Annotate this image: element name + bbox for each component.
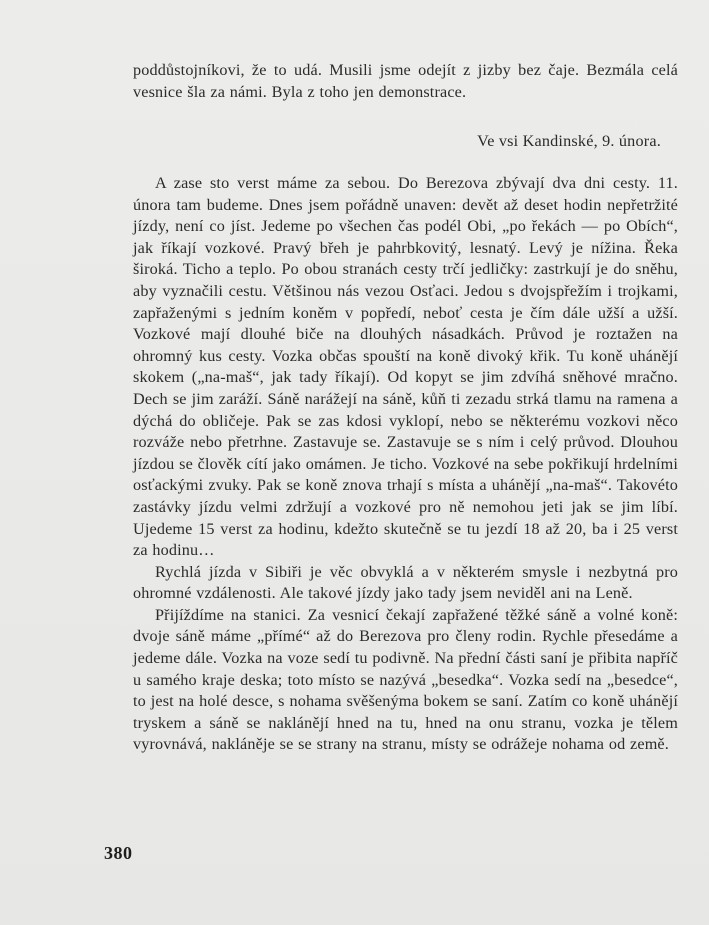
- paragraph: Přijíždíme na stanici. Za vesnicí čekají zapřažené těžké sáně a volné koně: dvoje sáně máme „přímé“ až do Berezova pro členy rodin. Rychle přesedáme a jedeme dále. Vozka na voze sedí tu podivně. Na přední části saní je přibita napříč u samého kraje deska; toto místo se nazývá „besedka“. Vozka sedí na „besedce“, to jest na holé desce, s nohama svěšenýma bokem se saní. Zatím co koně uhánějí tryskem a sáně se naklánějí hned na tu, hned na onu stranu, vozka je tělem vyrovnává, nakláněje se se strany na stranu, místy se odrážeje nohama od země.: [133, 605, 678, 754]
- page-number: 380: [104, 843, 133, 863]
- opening-paragraph: poddůstojníkovi, že to udá. Musili jsme odejít z jizby bez čaje. Bezmála celá vesnice šla za námi. Byla z toho jen demonstrace.: [133, 61, 678, 101]
- main-text: [133, 173, 678, 756]
- opening-paragraph-block: [133, 60, 678, 103]
- paragraph: Rychlá jízda v Sibiři je věc obvyklá a v některém smysle i nezbytná pro ohromné vzdálenosti. Ale takové jízdy jako tady jsem neviděl ani na Leně.: [133, 562, 678, 603]
- paragraph: A zase sto verst máme za sebou. Do Berezova zbývají dva dni cesty. 11. února tam budeme. Dnes jsem pořádně unaven: devět až deset hodin nepřetržité jízdy, není co jíst. Jedeme po všechen čas podél Obi, „po řekách — po Obích“, jak říkají vozkové. Pravý břeh je pahrbkovitý, lesnatý. Levý je nížina. Řeka široká. Ticho a teplo. Po obou stranách cesty trčí jedličky: zastrkují je do sněhu, aby vyznačili cestu. Většinou nás vezou Osťaci. Jedou s dvojspřežím i trojkami, zapřaženými s jedním koněm v popředí, neboť cesta je čím dále užší a užší. Vozkové mají dlouhé biče na dlouhých násadkách. Průvod je roztažen na ohromný kus cesty. Vozka občas spouští na koně divoký křik. Tu koně uhánějí skokem („na-maš“, jak tady říkají). Od kopyt se jim zdvíhá sněhové mračno. Dech se jim zaráží. Sáně narážejí na sáně, kůň ti zezadu strká tlamu na ramena a dýchá do obličeje. Pak se zas kdosi vyklopí, nebo se některému vozkovi něco rozváže nebo přetrhne. Zastavuje se. Zastavuje se s ním i celý průvod. Dlouhou jízdou se člověk cítí jako omámen. Je ticho. Vozkové na sebe pokřikují hrdelními osťackými zvuky. Pak se koně znova trhají s místa a uhánějí „na-maš“. Takovéto zastávky jízdu velmi zdržují a vozkové pro ně nemohou jeti jak se jim líbí. Ujedeme 15 verst za hodinu, kdežto skutečně se tu jezdí 18 až 20, ba i 25 verst za hodinu…: [133, 174, 678, 560]
- dateline: Ve vsi Kandinské, 9. února.: [477, 132, 661, 150]
